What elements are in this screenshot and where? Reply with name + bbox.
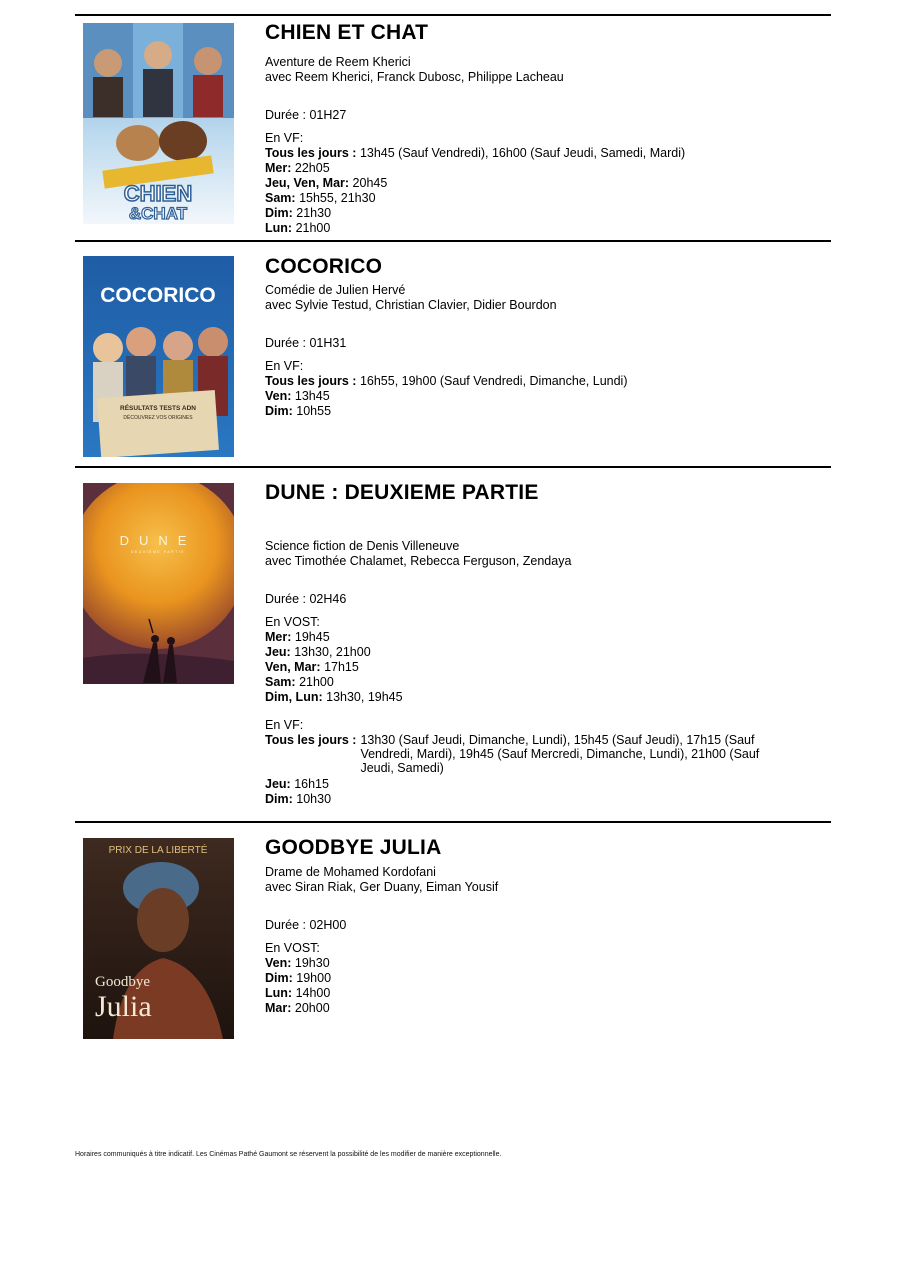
schedule-times: 21h30 [296,206,332,220]
schedule-row [265,777,791,792]
movie-genre: Science fiction de Denis Villeneuve [265,539,460,553]
movie-genre: Comédie de Julien Hervé [265,283,406,297]
schedule-days: Dim: [265,971,293,985]
schedule-days: Ven, Mar: [265,660,321,674]
movie-title: GOODBYE JULIA [265,836,442,859]
movie-duration: Durée : 02H46 [265,592,347,606]
schedule-row [265,176,791,191]
schedule-row [265,630,791,645]
schedule-row [265,221,791,236]
movie-duration: Durée : 01H31 [265,336,347,350]
schedule-days: Dim: [265,404,293,418]
poster-text: RÉSULTATS TESTS ADN [120,405,196,412]
schedule-days: Ven: [265,389,292,403]
poster-cocorico-image [83,256,234,457]
schedule-row [265,956,791,971]
poster-subtitle-text: DEUXIÈME PARTIE [130,550,186,554]
movie-title: CHIEN ET CHAT [265,21,429,44]
poster-text: DÉCOUVREZ VOS ORIGINES [123,415,193,421]
movie-poster [83,23,234,224]
schedule-times: 22h05 [294,161,330,175]
schedule-row [265,206,791,221]
schedule-days: Tous les jours : [265,146,357,160]
schedule-times: 15h55, 21h30 [299,191,376,205]
schedule-times: 17h15 [324,660,359,674]
schedule-days: Jeu: [265,777,291,791]
schedule-days: Dim: [265,206,293,220]
movie-info [265,835,791,1016]
schedule-times: 20h00 [294,1001,330,1015]
version-label: En VOST: [265,941,320,955]
poster-title-text: Julia [95,990,152,1023]
movie-cast: avec Sylvie Testud, Christian Clavier, Didier Bourdon [265,298,557,312]
poster-award-text: PRIX DE LA LIBERTÉ [108,845,208,856]
schedule-row [265,404,791,419]
movie-title: COCORICO [265,255,383,278]
version-label: En VF: [265,718,304,732]
schedule-times: 13h30 (Sauf Jeudi, Dimanche, Lundi), 15h45 (Sauf Jeudi), 17h15 (Sauf Vendredi, Mardi), 19h45 (Sauf Mercredi, Dimanche, Lundi), 21h00 (Sauf Jeudi, Samedi) [360,733,760,775]
schedule-row [265,1001,791,1016]
poster-chien-et-chat-image [83,23,234,224]
schedule-days: Jeu, Ven, Mar: [265,176,350,190]
movie-poster [83,256,234,457]
schedule-row [265,660,791,675]
schedule-times: 20h45 [352,176,388,190]
schedule-days: Lun: [265,986,293,1000]
schedule-days: Lun: [265,221,293,235]
schedule-times: 13h45 [294,389,330,403]
movie-genre: Drame de Mohamed Kordofani [265,865,436,879]
schedule-row [265,986,791,1001]
schedule-days: Sam: [265,191,296,205]
schedule-days: Mer: [265,630,292,644]
schedule-row [265,146,791,161]
schedule-days: Dim: [265,792,293,806]
schedule-days: Mer: [265,161,292,175]
schedule-times: 21h00 [295,221,331,235]
schedule-row [265,191,791,206]
movie-poster [83,838,234,1039]
poster-title-text: CHIEN [123,181,193,206]
schedule-times: 13h45 (Sauf Vendredi), 16h00 (Sauf Jeudi, Samedi, Mardi) [359,146,686,160]
schedule-row [265,733,791,775]
schedule-days: Mar: [265,1001,292,1015]
schedule-days: Jeu: [265,645,291,659]
movie-info [265,254,791,419]
schedule-times: 13h30, 21h00 [294,645,371,659]
movie-entry [75,821,831,1053]
schedule-row [265,161,791,176]
version-label: En VF: [265,359,304,373]
schedule-row [265,645,791,660]
schedule-times: 14h00 [295,986,331,1000]
schedule-times: 21h00 [299,675,334,689]
schedule-times: 19h45 [294,630,330,644]
poster-dune-image [83,483,234,684]
movie-cast: avec Timothée Chalamet, Rebecca Ferguson, Zendaya [265,554,572,568]
schedule-times: 13h30, 19h45 [326,690,403,704]
schedule-times: 10h55 [296,404,332,418]
schedule-times: 10h30 [296,792,332,806]
schedule-days: Sam: [265,675,296,689]
movie-duration: Durée : 01H27 [265,108,347,122]
schedule-times: 16h15 [294,777,329,791]
movie-entry [75,240,831,468]
schedule-days: Dim, Lun: [265,690,323,704]
schedule-times: 19h00 [296,971,332,985]
movie-cast: avec Siran Riak, Ger Duany, Eiman Yousif [265,880,499,894]
schedule-row [265,374,791,389]
poster-title-text: Goodbye [95,974,150,990]
poster-title-text: COCORICO [100,284,216,307]
schedule-days: Tous les jours : [265,374,357,388]
movie-info [265,20,791,236]
schedule-days: Ven: [265,956,292,970]
schedule-times: 19h30 [294,956,330,970]
schedule-row [265,389,791,404]
schedule-row [265,690,791,705]
movie-entry [75,466,831,823]
movie-title: DUNE : DEUXIEME PARTIE [265,481,539,504]
poster-title-text: &CHAT [128,204,188,223]
movie-genre: Aventure de Reem Kherici [265,55,411,69]
schedule-times: 16h55, 19h00 (Sauf Vendredi, Dimanche, Lundi) [359,374,628,388]
poster-title-text: DUNE [119,533,197,548]
movie-info [265,480,791,807]
schedule-row [265,971,791,986]
schedule-row [265,675,791,690]
schedule-row [265,792,791,807]
movie-cast: avec Reem Kherici, Franck Dubosc, Philippe Lacheau [265,70,564,84]
movie-entry [75,14,831,242]
poster-goodbye-julia-image [83,838,234,1039]
version-label: En VF: [265,131,304,145]
schedule-days: Tous les jours : [265,733,357,747]
disclaimer-footer: Horaires communiqués à titre indicatif. Les Cinémas Pathé Gaumont se réservent la possibilité de les modifier de manière exceptionnelle. [75,1151,502,1158]
movie-duration: Durée : 02H00 [265,918,347,932]
version-label: En VOST: [265,615,320,629]
movie-poster [83,483,234,684]
